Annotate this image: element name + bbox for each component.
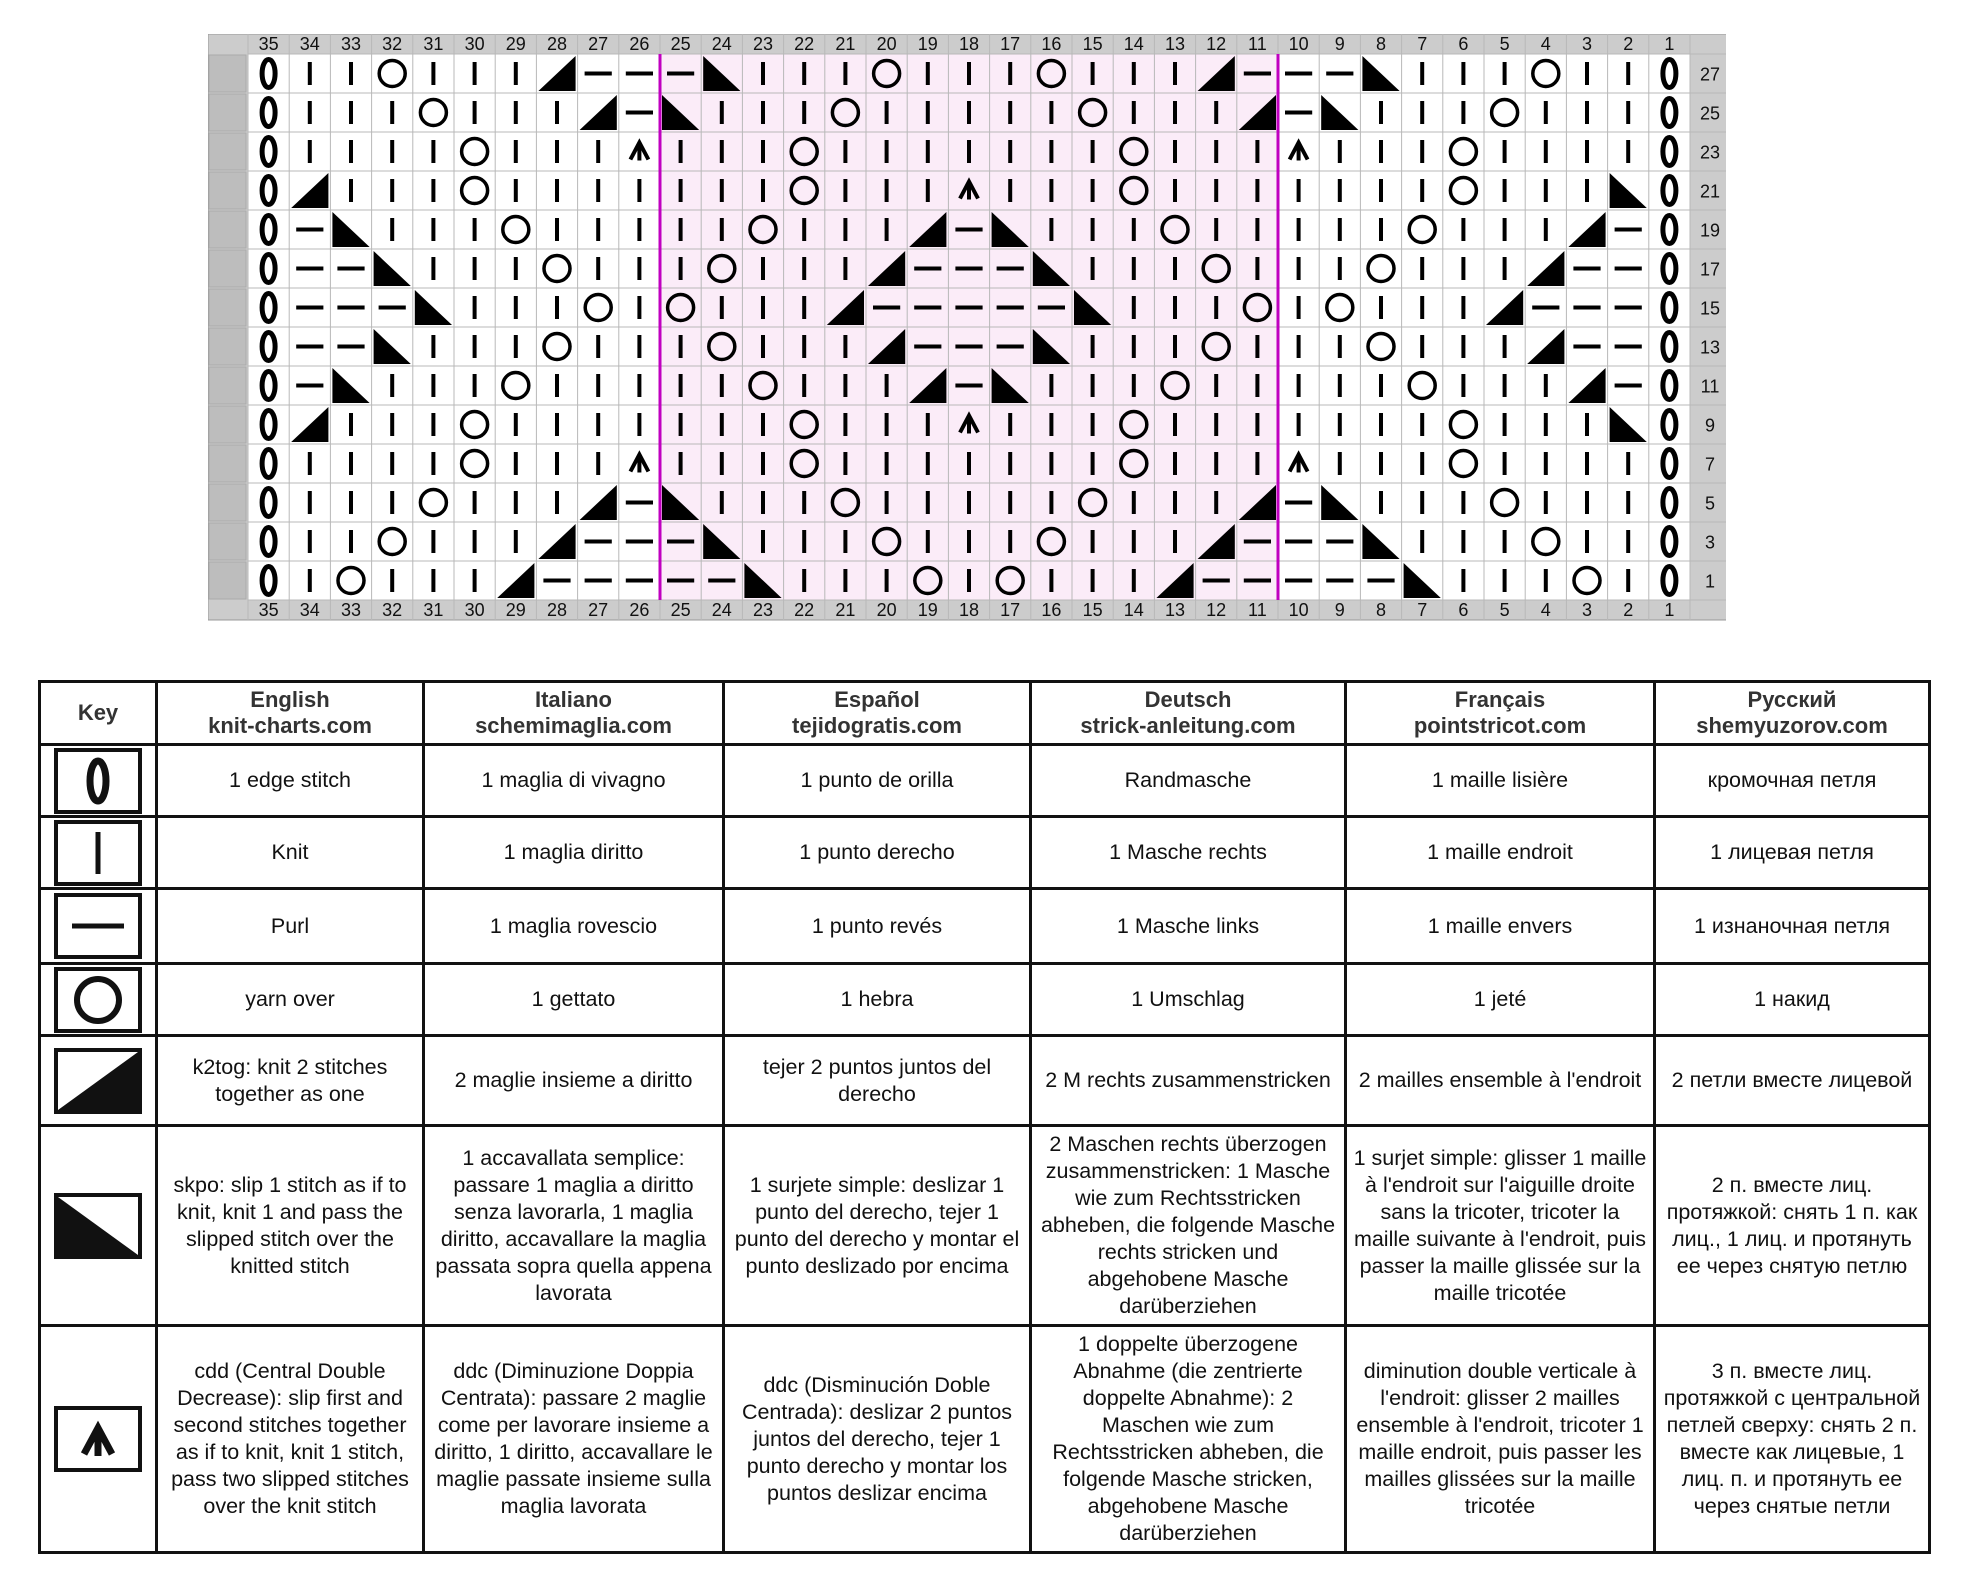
legend-text-français: 1 maille envers	[1346, 889, 1655, 964]
legend-text-english: Purl	[157, 889, 424, 964]
column-number-bottom: 35	[258, 600, 279, 620]
row-gutter-cell	[209, 211, 246, 248]
legend-row-k2tog	[40, 1036, 1930, 1126]
column-number-bottom: 24	[711, 600, 732, 620]
legend-header-5	[1655, 682, 1930, 745]
column-number-bottom: 30	[464, 600, 485, 620]
legend-text-italiano: 2 maglie insieme a diritto	[424, 1036, 724, 1126]
column-number-top: 10	[1288, 34, 1309, 54]
legend-symbol-cell	[40, 745, 157, 817]
column-number-bottom: 34	[299, 600, 320, 620]
legend-text-français: 1 maille endroit	[1346, 817, 1655, 889]
row-number: 3	[1704, 532, 1716, 553]
language-site: pointstricot.com	[1413, 713, 1587, 738]
legend-text-english: 1 edge stitch	[157, 745, 424, 817]
column-number-bottom: 8	[1375, 600, 1387, 620]
column-number-top: 1	[1664, 34, 1675, 54]
row-gutter-cell	[209, 55, 246, 92]
legend-symbol-cell	[40, 964, 157, 1036]
column-number-top: 19	[917, 34, 938, 54]
legend-text-français: 1 maille lisière	[1346, 745, 1655, 817]
legend-row-skpo	[40, 1126, 1930, 1326]
k2tog-icon	[54, 1048, 142, 1114]
row-number: 1	[1704, 571, 1716, 592]
skpo-icon	[54, 1193, 142, 1259]
legend-text-español: ddc (Disminución Doble Centrada): deslizar 2 puntos juntos del derecho, tejer 1 punto derecho y montar los puntos deslizar encima	[724, 1326, 1031, 1553]
legend-row-knit	[40, 817, 1930, 889]
row-gutter-cell	[209, 289, 246, 326]
column-number-bottom: 28	[546, 600, 568, 620]
column-number-top: 7	[1417, 34, 1428, 54]
column-number-bottom: 4	[1540, 600, 1551, 620]
legend-text-italiano: 1 maglia diritto	[424, 817, 724, 889]
row-gutter-cell	[209, 523, 246, 560]
legend-text-italiano: 1 maglia rovescio	[424, 889, 724, 964]
legend-text-deutsch: Randmasche	[1031, 745, 1346, 817]
column-number-bottom: 29	[505, 600, 526, 620]
column-number-top: 25	[670, 34, 691, 54]
legend-text-english: cdd (Central Double Decrease): slip first and second stitches together as if to knit, knit 1 stitch, pass two slipped stitches over the knit stitch	[157, 1326, 424, 1553]
row-gutter-cell	[209, 250, 246, 287]
row-number: 5	[1704, 493, 1716, 514]
column-number-top: 11	[1248, 34, 1267, 54]
column-number-bottom: 23	[752, 600, 774, 620]
legend-text-deutsch: 1 Umschlag	[1031, 964, 1346, 1036]
column-number-bottom: 25	[670, 600, 691, 620]
column-number-top: 4	[1540, 34, 1551, 54]
legend-text-italiano: 1 gettato	[424, 964, 724, 1036]
column-number-top: 22	[794, 34, 815, 54]
legend-text-deutsch: 2 M rechts zusammenstricken	[1031, 1036, 1346, 1126]
column-number-top: 2	[1623, 34, 1634, 54]
column-number-bottom: 14	[1123, 600, 1144, 620]
column-number-top: 9	[1334, 34, 1345, 54]
knitting-chart	[208, 34, 1726, 642]
legend-header-4	[1346, 682, 1655, 745]
legend-text-русский: 1 накид	[1655, 964, 1930, 1036]
legend-text-deutsch: 1 Masche links	[1031, 889, 1346, 964]
column-number-bottom: 27	[588, 600, 609, 620]
column-number-bottom: 16	[1041, 600, 1062, 620]
legend-row-cdd	[40, 1326, 1930, 1553]
column-number-bottom: 2	[1623, 600, 1634, 620]
column-number-top: 14	[1123, 34, 1144, 54]
language-name: Italiano	[534, 687, 612, 712]
legend-header-3	[1031, 682, 1346, 745]
column-number-bottom: 9	[1334, 600, 1345, 620]
language-name: Русский	[1747, 687, 1837, 712]
legend-text-русский: 3 п. вместе лиц. протяжкой с центральной петлей сверху: снять 2 п. вместе как лицевые, 1 лиц. п. и протянуть ее через снятые петли	[1655, 1326, 1930, 1553]
column-number-top: 27	[588, 34, 609, 54]
legend-header-0	[157, 682, 424, 745]
language-site: knit-charts.com	[208, 713, 372, 738]
language-site: tejidogratis.com	[792, 713, 962, 738]
column-number-bottom: 33	[340, 600, 362, 620]
legend-text-español: 1 surjete simple: deslizar 1 punto del derecho, tejer 1 punto del derecho y montar el punto deslizado por encima	[724, 1126, 1031, 1326]
row-number: 17	[1699, 259, 1721, 280]
column-number-bottom: 1	[1664, 600, 1675, 620]
chart-grid	[208, 34, 1726, 642]
legend-symbol-cell	[40, 1326, 157, 1553]
column-number-top: 30	[464, 34, 485, 54]
legend-text-français: 1 surjet simple: glisser 1 maille à l'endroit sur l'aiguille droite sans la tricoter, tricoter la maille suivante à l'endroit, puis passer la maille glissée sur la maille tricotée	[1346, 1126, 1655, 1326]
column-number-bottom: 10	[1288, 600, 1309, 620]
row-gutter-cell	[209, 172, 246, 209]
column-number-bottom: 15	[1082, 600, 1103, 620]
legend-text-deutsch: 1 Masche rechts	[1031, 817, 1346, 889]
column-number-bottom: 31	[423, 600, 444, 620]
language-name: Español	[834, 687, 920, 712]
column-number-bottom: 20	[876, 600, 897, 620]
column-number-top: 18	[958, 34, 980, 54]
column-number-top: 12	[1206, 34, 1227, 54]
column-number-bottom: 12	[1206, 600, 1227, 620]
column-number-top: 35	[258, 34, 279, 54]
column-number-bottom: 3	[1581, 600, 1593, 620]
purl-icon	[54, 893, 142, 959]
row-number: 13	[1699, 337, 1721, 358]
symbol-legend-table	[38, 680, 1931, 1554]
legend-symbol-cell	[40, 1126, 157, 1326]
legend-text-español: 1 punto derecho	[724, 817, 1031, 889]
legend-header-row	[40, 682, 1930, 745]
yarn-over-icon	[54, 967, 142, 1033]
row-gutter-cell	[209, 562, 246, 599]
legend-symbol-cell	[40, 889, 157, 964]
legend-text-español: 1 hebra	[724, 964, 1031, 1036]
legend-text-italiano: 1 accavallata semplice: passare 1 maglia a diritto senza lavorarla, 1 maglia diritto, accavallare la maglia passata sopra quella appena lavorata	[424, 1126, 724, 1326]
column-number-bottom: 18	[958, 600, 980, 620]
column-number-top: 16	[1041, 34, 1062, 54]
legend-text-français: 1 jeté	[1346, 964, 1655, 1036]
legend-text-русский: 2 п. вместе лиц. протяжкой: снять 1 п. как лиц., 1 лиц. и протянуть ее через снятую петлю	[1655, 1126, 1930, 1326]
column-number-top: 32	[382, 34, 403, 54]
row-gutter-cell	[209, 484, 246, 521]
column-number-top: 33	[340, 34, 362, 54]
legend-text-español: 1 punto de orilla	[724, 745, 1031, 817]
column-number-top: 5	[1499, 34, 1510, 54]
legend-text-русский: 1 изнаночная петля	[1655, 889, 1930, 964]
legend-text-english: yarn over	[157, 964, 424, 1036]
legend-symbol-cell	[40, 817, 157, 889]
column-number-top: 8	[1375, 34, 1387, 54]
column-number-bottom: 13	[1164, 600, 1186, 620]
knit-icon	[54, 820, 142, 886]
language-site: shemyuzorov.com	[1696, 713, 1888, 738]
legend-text-français: diminution double verticale à l'endroit: glisser 2 mailles ensemble à l'endroit, tricoter 1 maille endroit, puis passer les mailles glissées sur la maille tricotée	[1346, 1326, 1655, 1553]
legend-text-deutsch: 2 Maschen rechts überzogen zusammenstricken: 1 Masche wie zum Rechtsstricken abheben, die folgende Masche rechts stricken und abgehobene Masche darüberziehen	[1031, 1126, 1346, 1326]
column-number-top: 3	[1581, 34, 1593, 54]
column-number-top: 29	[505, 34, 526, 54]
column-number-top: 15	[1082, 34, 1103, 54]
legend-row-edge-stitch	[40, 745, 1930, 817]
legend-text-français: 2 mailles ensemble à l'endroit	[1346, 1036, 1655, 1126]
column-number-top: 28	[546, 34, 568, 54]
row-gutter-cell	[209, 406, 246, 443]
column-number-top: 34	[299, 34, 320, 54]
legend-text-русский: 1 лицевая петля	[1655, 817, 1930, 889]
column-number-top: 13	[1164, 34, 1186, 54]
row-number: 7	[1704, 454, 1716, 475]
legend-text-русский: кромочная петля	[1655, 745, 1930, 817]
column-number-top: 23	[752, 34, 774, 54]
legend-row-purl	[40, 889, 1930, 964]
language-name: English	[250, 687, 330, 712]
cdd-icon	[54, 1406, 142, 1472]
legend-header-2	[724, 682, 1031, 745]
column-number-bottom: 6	[1458, 600, 1469, 620]
row-number: 11	[1700, 376, 1720, 397]
column-number-bottom: 32	[382, 600, 403, 620]
language-site: strick-anleitung.com	[1080, 713, 1296, 738]
edge-stitch-icon	[54, 748, 142, 814]
row-number: 19	[1699, 220, 1721, 241]
column-number-bottom: 21	[835, 600, 856, 620]
legend-text-español: tejer 2 puntos juntos del derecho	[724, 1036, 1031, 1126]
column-number-bottom: 5	[1499, 600, 1510, 620]
row-gutter-cell	[209, 133, 246, 170]
column-number-top: 17	[1000, 34, 1021, 54]
legend-text-deutsch: 1 doppelte überzogene Abnahme (die zentrierte doppelte Abnahme): 2 Maschen wie zum Rechtsstricken abheben, die folgende Masche stricken, abgehobene Masche darüberziehen	[1031, 1326, 1346, 1553]
row-number: 9	[1704, 415, 1716, 436]
legend-text-русский: 2 петли вместе лицевой	[1655, 1036, 1930, 1126]
legend-header-1	[424, 682, 724, 745]
language-name: Français	[1454, 687, 1546, 712]
row-number: 27	[1699, 64, 1721, 85]
legend-text-english: Knit	[157, 817, 424, 889]
legend-text-español: 1 punto revés	[724, 889, 1031, 964]
column-number-bottom: 26	[629, 600, 650, 620]
language-site: schemimaglia.com	[475, 713, 672, 738]
legend-text-english: skpo: slip 1 stitch as if to knit, knit 1 and pass the slipped stitch over the knitted stitch	[157, 1126, 424, 1326]
language-name: Deutsch	[1144, 687, 1232, 712]
column-number-bottom: 7	[1417, 600, 1428, 620]
column-number-bottom: 19	[917, 600, 938, 620]
legend-text-english: k2tog: knit 2 stitches together as one	[157, 1036, 424, 1126]
row-number: 23	[1699, 142, 1721, 163]
row-number: 15	[1699, 298, 1721, 319]
legend-text-italiano: 1 maglia di vivagno	[424, 745, 724, 817]
row-number: 25	[1699, 103, 1721, 124]
column-number-top: 26	[629, 34, 650, 54]
column-number-bottom: 11	[1248, 600, 1267, 620]
legend-symbol-cell	[40, 1036, 157, 1126]
column-number-bottom: 22	[794, 600, 815, 620]
row-gutter-cell	[209, 367, 246, 404]
column-number-top: 20	[876, 34, 897, 54]
row-gutter-cell	[209, 328, 246, 365]
key-header: Key	[40, 682, 157, 745]
row-gutter-cell	[209, 445, 246, 482]
column-number-top: 31	[423, 34, 444, 54]
column-number-top: 21	[835, 34, 856, 54]
column-number-bottom: 17	[1000, 600, 1021, 620]
column-number-top: 6	[1458, 34, 1469, 54]
column-number-top: 24	[711, 34, 732, 54]
row-gutter-cell	[209, 94, 246, 131]
legend-text-italiano: ddc (Diminuzione Doppia Centrata): passare 2 maglie come per lavorare insieme a diritto, 1 diritto, accavallare le maglie passate insieme sulla maglia lavorata	[424, 1326, 724, 1553]
legend-row-yarn-over	[40, 964, 1930, 1036]
row-number: 21	[1699, 181, 1721, 202]
